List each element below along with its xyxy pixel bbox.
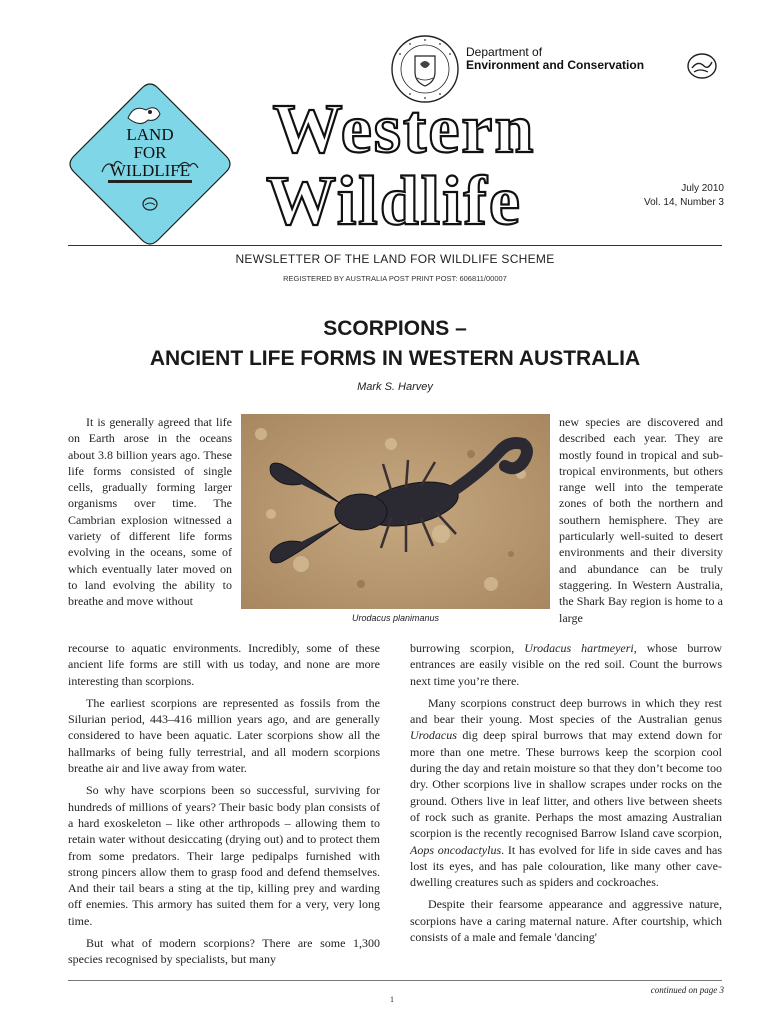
genus-name: Urodacus: [410, 728, 457, 743]
issue-date: July 2010: [681, 183, 724, 194]
department-name: [466, 46, 644, 72]
issue-volume: Vol. 14, Number 3: [643, 197, 724, 208]
masthead-wildlife: Wildlife: [266, 163, 522, 234]
paragraph: recourse to aquatic environments. Incredibly, some of these ancient life forms are still with us today, and none are more interesting than scorpions.: [68, 641, 380, 688]
masthead-title: [244, 84, 564, 234]
continued-note: continued on page 3: [650, 985, 724, 995]
issue-info: [644, 182, 724, 210]
scorpion-photo: [241, 414, 550, 609]
lfw-logo-text-land: LAND: [126, 125, 174, 144]
lfw-logo-text-wildlife: WILDLIFE: [109, 161, 191, 180]
paragraph: The earliest scorpions are represented as fossils from the Silurian period, 443–416 million years ago, and are generally considered to have been aquatic. Later scorpions show all the hallmarks of being fully terrestrial, and all modern scorpions breathe air and live away from water.: [68, 695, 380, 776]
newsletter-title: NEWSLETTER OF THE LAND FOR WILDLIFE SCHEME: [235, 252, 555, 266]
headline-line-1: SCORPIONS –: [323, 317, 467, 340]
department-line-1: Department of: [466, 45, 543, 59]
paragraph: So why have scorpions been so successful, surviving for hundreds of millions of years? Their basic body plan consists of a hard exoskeleton – like other arthropods – allowing them to retain water without desiccating (drying out) and to protect them from some predators. Their large pedipalps furnished with strong pincers allow them to grasp food and defend themselves. And their tail bears a sting at the tip, killing prey and warding off enemies. This armory has suited them for a very, very long time.: [68, 783, 380, 928]
text-run: , whose burrow entrances are easily visible on the red soil. Count the burrows next time you’re there.: [410, 641, 722, 688]
text-run: dig deep spiral burrows that may extend down for more than one metre. These burrows keep the scorpion cool during the day and retain moisture so that they don’t become too dry. Other scorpions live in shallow scrapes under rocks on the ground. Others live in leaf litter, and others live between sheets of rock such as granite. Perhaps the most amazing Australian scorpion is the recently recognised Barrow Island cave scorpion,: [410, 728, 722, 841]
article-headline: [30, 314, 760, 374]
article-column-1: [68, 640, 380, 974]
paragraph: It is generally agreed that life on Earth arose in the oceans about 3.8 billion years ago. These life forms consisted of single cells, gradually forming larger organisms over time. The Cambrian explosion witnessed a variety of different life forms evolving in the oceans, some of which eventually later moved on to land evolving the ability to breathe and move without: [68, 415, 232, 609]
header-divider: [68, 245, 722, 246]
department-emblem-icon: [686, 52, 718, 80]
headline-line-2: ANCIENT LIFE FORMS IN WESTERN AUSTRALIA: [149, 347, 641, 370]
footer-divider: [68, 980, 722, 981]
paragraph: [410, 640, 722, 689]
species-name: Urodacus hartmeyeri: [524, 641, 634, 655]
paragraph: Despite their fearsome appearance and aggressive nature, scorpions have a caring maternal nature. After courtship, which consists of a male and female 'dancing': [410, 897, 722, 945]
lfw-logo-text-for: FOR: [133, 143, 167, 162]
land-for-wildlife-logo: [66, 80, 234, 248]
species-name: Aops oncodactylus: [410, 842, 502, 857]
article-column-1-intro: [68, 414, 232, 616]
text-run: . It has evolved for life in side caves and has lost its eyes, and has pale colouration, like many other cave-dwelling creatures such as spiders and cockroaches.: [410, 842, 722, 890]
paragraph: [410, 695, 722, 891]
text-run: Many scorpions construct deep burrows in which they rest and bear their young. Most species of the Australian genus: [410, 695, 722, 727]
masthead-western: Western: [272, 91, 536, 168]
article-author: Mark S. Harvey: [357, 381, 433, 393]
registration-line: REGISTERED BY AUSTRALIA POST PRINT POST: 606811/00007: [283, 274, 507, 283]
paragraph: new species are discovered and described each year. They are mostly found in tropical and sub-tropical environments, but others range well into the temperate zones of both the northern and southern hemisphere. They are particularly well-suited to desert environments and their diversity and abundance can be truly staggering. In Western Australia, the Shark Bay region is home to a large: [559, 415, 723, 625]
article-column-2: [410, 640, 722, 951]
paragraph: But what of modern scorpions? There are some 1,300 species recognised by specialists, but many: [68, 936, 380, 967]
photo-caption: Urodacus planimanus: [351, 613, 440, 623]
text-run: burrowing scorpion,: [410, 641, 525, 655]
department-line-2: Environment and Conservation: [466, 58, 645, 72]
article-column-2-intro: [559, 414, 723, 632]
page-number: 1: [390, 995, 394, 1004]
